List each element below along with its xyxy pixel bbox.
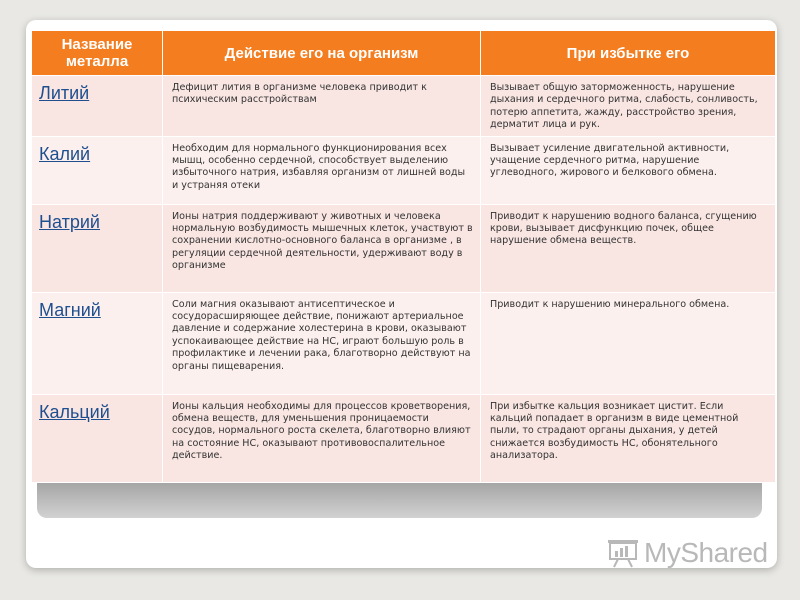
header-metal-name: Название металла: [32, 31, 163, 76]
metal-name-link[interactable]: Калий: [39, 143, 91, 164]
table-row: [32, 394, 776, 482]
action-cell: Ионы натрия поддерживают у животных и человека нормальную возбудимость мышечных клеток, участвуют в сохранении кислотно-основного баланса в организме , в регуляции сердечной деятельности, удерживают воду в организме: [163, 204, 481, 292]
action-cell: Дефицит лития в организме человека приводит к психическим расстройствам: [163, 76, 481, 137]
table-row: [32, 136, 776, 204]
metal-name-cell: [32, 292, 163, 394]
table-row: [32, 204, 776, 292]
logo-text: MyShared: [644, 537, 768, 568]
action-cell: Соли магния оказывают антисептическое и сосудорасширяющее действие, понижают артериальное давление и содержание холестерина в крови, оказывают успокаивающее действие на НС, играют большую роль в профилактике и лечении рака, благотворно действуют на органы пищеварения.: [163, 292, 481, 394]
myshared-logo[interactable]: [606, 537, 768, 569]
header-excess: При избытке его: [481, 31, 776, 76]
metal-name-link[interactable]: Магний: [39, 299, 101, 320]
metal-name-link[interactable]: Литий: [39, 83, 90, 103]
metal-name-link[interactable]: Натрий: [39, 211, 100, 232]
excess-cell: Вызывает общую заторможенность, нарушение дыхания и сердечного ритма, слабость, сонливость, потерю аппетита, жажду, расстройство зрения, дерматит лица и рук.: [481, 76, 776, 137]
metal-name-cell: [32, 136, 163, 204]
metal-name-cell: [32, 204, 163, 292]
footer-band: [37, 478, 762, 518]
table-row: [32, 76, 776, 137]
excess-cell: При избытке кальция возникает цистит. Если кальций попадает в организм в виде цементной пыли, то страдают органы дыхания, у детей снижается возбудимость НС, обонятельного анализатора.: [481, 394, 776, 482]
table-row: [32, 292, 776, 394]
excess-cell: Приводит к нарушению минерального обмена.: [481, 292, 776, 394]
presentation-board-icon: [606, 538, 640, 568]
metals-table: [31, 30, 776, 483]
metal-name-cell: [32, 76, 163, 137]
action-cell: Ионы кальция необходимы для процессов кроветворения, обмена веществ, для уменьшения проницаемости сосудов, нормального роста скелета, благотворно влияют на состояние НС, оказывают противовоспалительное действие.: [163, 394, 481, 482]
excess-cell: Вызывает усиление двигательной активности, учащение сердечного ритма, нарушение углеводного, жирового и белкового обмена.: [481, 136, 776, 204]
action-cell: Необходим для нормального функционирования всех мышц, особенно сердечной, способствует выделению избыточного натрия, избавляя организм от лишней воды и устраняя отеки: [163, 136, 481, 204]
metal-name-cell: [32, 394, 163, 482]
table-header-row: [32, 31, 776, 76]
metal-name-link[interactable]: Кальций: [39, 401, 110, 422]
header-action: Действие его на организм: [163, 31, 481, 76]
excess-cell: Приводит к нарушению водного баланса, сгущению крови, вызывает дисфункцию почек, общее нарушение обмена веществ.: [481, 204, 776, 292]
